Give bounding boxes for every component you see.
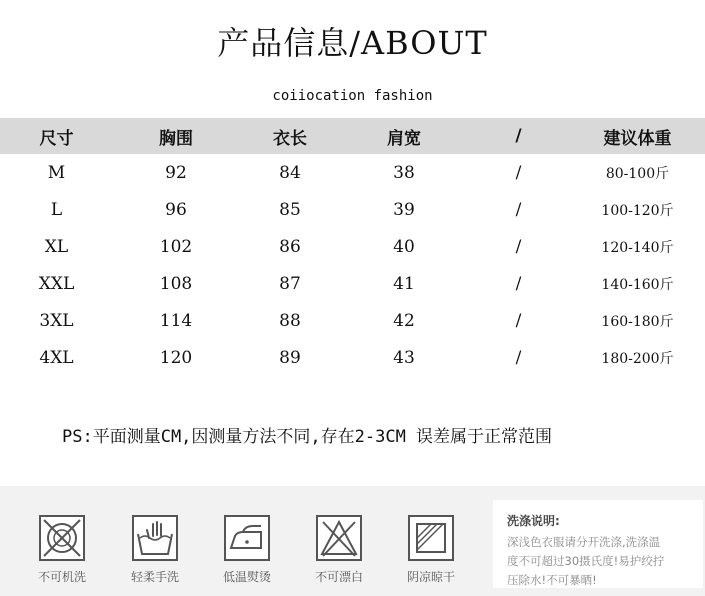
cell-chest: 108 bbox=[159, 273, 193, 294]
care-label: 不可漂白 bbox=[314, 570, 363, 584]
no-machine-wash-icon bbox=[38, 514, 86, 562]
cell-size: L bbox=[50, 199, 63, 220]
cell-slash: / bbox=[515, 310, 522, 331]
table-row bbox=[0, 339, 705, 376]
cell-shoulder: 41 bbox=[393, 273, 415, 294]
cell-slash: / bbox=[515, 273, 522, 294]
washing-instructions-title: 洗涤说明: bbox=[507, 514, 560, 528]
cell-size: XL bbox=[44, 236, 69, 257]
cell-shoulder: 42 bbox=[393, 310, 415, 331]
cell-shoulder: 40 bbox=[393, 236, 415, 257]
table-row bbox=[0, 191, 705, 228]
size-table bbox=[0, 118, 705, 376]
cell-length: 89 bbox=[279, 347, 301, 368]
cell-weight: 160-180斤 bbox=[601, 313, 674, 330]
cell-length: 84 bbox=[279, 162, 301, 183]
cell-shoulder: 39 bbox=[393, 199, 415, 220]
gentle-hand-wash-icon bbox=[131, 514, 179, 562]
cell-shoulder: 43 bbox=[393, 347, 415, 368]
cell-shoulder: 38 bbox=[393, 162, 415, 183]
cell-length: 88 bbox=[279, 310, 301, 331]
washing-instructions-text bbox=[507, 533, 693, 590]
cell-size: XXL bbox=[38, 273, 75, 294]
cell-weight: 80-100斤 bbox=[605, 165, 670, 182]
care-item-no-bleach bbox=[299, 514, 379, 585]
cell-chest: 114 bbox=[159, 310, 193, 331]
brand-subtitle: coiiocation fashion bbox=[272, 88, 433, 104]
cell-length: 85 bbox=[279, 199, 301, 220]
washing-instructions-line: 压除水!不可暴晒! bbox=[507, 573, 597, 587]
washing-instructions-line: 度不可超过30摄氏度!易护绞拧 bbox=[507, 554, 665, 568]
washing-instructions bbox=[493, 500, 703, 588]
table-row bbox=[0, 228, 705, 265]
table-row bbox=[0, 265, 705, 302]
cell-weight: 140-160斤 bbox=[601, 276, 674, 293]
column-header-size: 尺寸 bbox=[39, 128, 74, 149]
cell-length: 86 bbox=[279, 236, 301, 257]
care-item-no-machine-wash bbox=[22, 514, 102, 585]
low-temp-iron-icon bbox=[223, 514, 271, 562]
care-item-gentle-hand-wash bbox=[115, 514, 195, 585]
measurement-note: PS:平面测量CM,因测量方法不同,存在2-3CM 误差属于正常范围 bbox=[62, 427, 553, 447]
column-header-length: 衣长 bbox=[273, 128, 307, 149]
washing-instructions-line: 深浅色衣服请分开洗涤,洗涤温 bbox=[507, 535, 661, 549]
no-bleach-icon bbox=[315, 514, 363, 562]
cell-weight: 180-200斤 bbox=[601, 350, 674, 367]
table-header-row bbox=[0, 118, 705, 154]
column-header-shoulder: 肩宽 bbox=[387, 128, 421, 149]
shade-dry-icon bbox=[407, 514, 455, 562]
care-label: 轻柔手洗 bbox=[130, 570, 179, 584]
cell-weight: 120-140斤 bbox=[601, 239, 674, 256]
cell-chest: 102 bbox=[159, 236, 193, 257]
column-header-chest: 胸围 bbox=[159, 128, 193, 149]
cell-length: 87 bbox=[279, 273, 301, 294]
cell-size: 4XL bbox=[39, 347, 74, 368]
cell-chest: 120 bbox=[159, 347, 193, 368]
care-label: 不可机洗 bbox=[37, 570, 86, 584]
care-instructions-band bbox=[0, 486, 705, 596]
cell-chest: 92 bbox=[165, 162, 187, 183]
cell-slash: / bbox=[515, 199, 522, 220]
cell-size: M bbox=[47, 162, 66, 183]
cell-slash: / bbox=[515, 347, 522, 368]
column-header-weight: 建议体重 bbox=[603, 128, 672, 149]
cell-chest: 96 bbox=[165, 199, 187, 220]
cell-weight: 100-120斤 bbox=[601, 202, 674, 219]
page-title: 产品信息/ABOUT bbox=[217, 24, 488, 62]
care-item-low-temp-iron bbox=[207, 514, 287, 585]
care-item-shade-dry bbox=[391, 514, 471, 585]
care-label: 阴凉晾干 bbox=[406, 570, 455, 584]
cell-size: 3XL bbox=[39, 310, 74, 331]
cell-slash: / bbox=[515, 162, 522, 183]
cell-slash: / bbox=[515, 236, 522, 257]
table-row bbox=[0, 302, 705, 339]
column-header-slash: / bbox=[515, 126, 522, 146]
table-row bbox=[0, 154, 705, 191]
care-label: 低温熨烫 bbox=[222, 570, 271, 584]
